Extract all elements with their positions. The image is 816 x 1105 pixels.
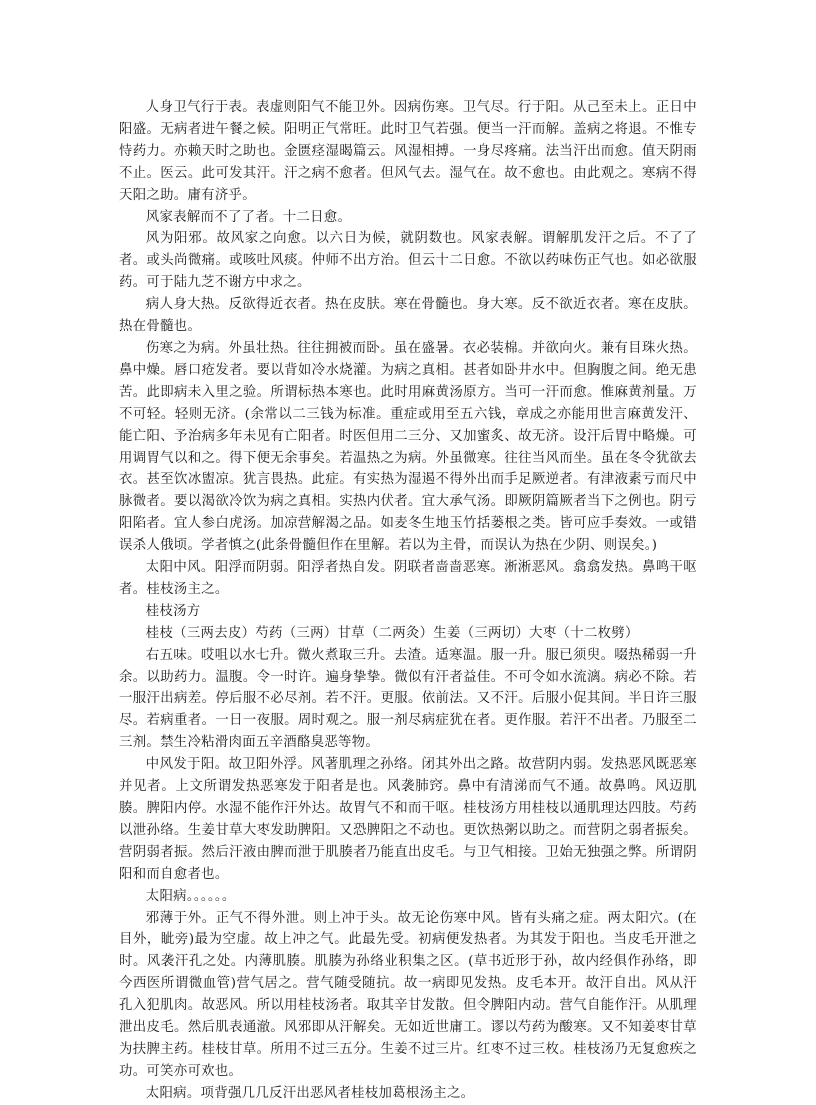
paragraph-feng-jia-rule: 风家表解而不了了者。十二日愈。 <box>145 209 352 225</box>
formula-ingredients: 桂枝（三两去皮）芍药（三两）甘草（二两灸）生姜（三两切）大枣（十二枚劈） <box>145 625 639 641</box>
formula-instructions: 右五味。哎咀以水七升。微火煮取三升。去渣。适寒温。服一升。服已须臾。啜热稀弱一升余。以助药力。温腹。令一时许。遍身挚挚。微似有汗者益佳。不可令如水流漓。病必不除。若一服汗出病差。停后服不必尽剂。若不汗。更服。依前法。又不汗。后服小促其间。半日许三服尽。若病重者。一日一夜服。周时观之。服一剂尽病症犹在者。更作服。若汗不出者。乃服至二三剂。禁生冷粘滑肉面五辛酒酪臭恶等物。 <box>119 647 697 751</box>
paragraph-wei-qi: 人身卫气行于表。表虚则阳气不能卫外。因病伤寒。卫气尽。行于阳。从己至未上。正日中阳盛。无病者进午餐之候。阳明正气常旺。此时卫气若强。便当一汗而解。盖病之将退。不惟专恃药力。亦赖天时之助也。金匮痉湿暍篇云。风湿相搏。一身尽疼痛。法当汗出而愈。值天阴雨不止。医云。此可发其汗。汗之病不愈者。但风气去。湿气在。故不愈也。由此观之。寒病不得天阳之助。庸有济乎。 <box>119 100 697 203</box>
document-page <box>119 97 697 1105</box>
formula-title: 桂枝汤方 <box>145 603 201 619</box>
paragraph-xie-bo-commentary: 邪薄于外。正气不得外泄。则上冲于头。故无论伤寒中风。皆有头痛之症。两太阳穴。(在目外，眦旁)最为空虚。故上冲之气。此最先受。初病便发热者。为其发于阳也。当皮毛开泄之时。风袭汗孔之处。内薄肌腠。肌腠为孙络业积集之区。(草书近形于孙，故内经俱作孙络，即今西医所谓微血管)营气居之。营气随受随抗。故一病即见发热。皮毛本开。故汗自出。风从汗孔入犯肌肉。故恶风。所以用桂枝汤者。取其辛甘发散。但令脾阳内动。营气自能作汗。从肌理泄出皮毛。然后肌表通澈。风邪即从汗解矣。无如近世庸工。谬以芍药为酸寒。又不知姜枣甘草为扶脾主药。桂枝甘草。所用不过三五分。生姜不过三片。红枣不过三枚。桂枝汤乃无复愈疾之功。可笑亦可欢也。 <box>119 910 697 1079</box>
paragraph-shang-han-commentary: 伤寒之为病。外虽壮热。往往拥被而卧。虽在盛暑。衣必装棉。并欲向火。兼有目珠火热。鼻中燥。唇口疮发者。要以背如冷水烧灌。为病之真相。甚者如卧井水中。但胸腹之间。绝无患苦。此即病未入里之验。所谓标热本寒也。此时用麻黄汤原方。当可一汗而愈。惟麻黄剂量。万不可轻。轻则无济。(余常以二三钱为标准。重症或用至五六钱，章成之亦能用世言麻黄发汗、能亡阳、予治病多年未见有亡阳者。时医但用二三分、又加蜜炙、故无济。设汗后胃中略燥。可用调胃气以和之。得下便无余事矣。若温热之为病。外虽微寒。往往当风而坐。虽在冬令犹欲去衣。甚至饮冰盥凉。犹言畏热。此症。有实热为湿遏不得外出而手足厥逆者。有津液素亏而尺中脉微者。要以渴欲冷饮为病之真相。实热内伏者。宜大承气汤。即厥阴篇厥者当下之例也。阴亏阳陷者。宜人参白虎汤。加凉营解渴之品。如麦冬生地玉竹括蒌根之类。皆可应手奏效。一或错误杀人俄顷。学者慎之(此条骨髓但作在里解。若以为主骨，而误认为热在少阴、则误矣。) <box>119 340 697 554</box>
paragraph-tai-yang-bing: 太阳病。。。。。。 <box>145 888 236 904</box>
paragraph-tai-yang-zhong-feng: 太阳中风。阳浮而阴弱。阳浮者热自发。阴联者啬啬恶寒。淅淅恶风。翕翕发热。鼻鸣干呕者。桂枝汤主之。 <box>119 560 697 597</box>
paragraph-body-heat-rule: 病人身大热。反欲得近衣者。热在皮肤。寒在骨髓也。身大寒。反不欲近衣者。寒在皮肤。热在骨髓也。 <box>119 297 697 335</box>
paragraph-zhong-feng-commentary: 中风发于阳。故卫阳外浮。风著肌理之孙络。闭其外出之路。故营阴内弱。发热恶风既恶寒并见者。上文所谓发热恶寒发于阳者是也。风袭肺窍。鼻中有清涕而气不通。故鼻鸣。风迈肌腠。脾阳内停。水湿不能作汗外达。故胃气不和而干呕。桂枝汤方用桂枝以通肌理达四肢。芍药以泄孙络。生姜甘草大枣发助脾阳。又恐脾阳之不动也。更饮热粥以助之。而营阴之弱者振矣。营阴弱者振。然后汗液由脾而泄于肌腠者乃能直出皮毛。与卫气相接。卫始无独强之弊。所谓阴阳和而自愈者也。 <box>119 757 697 882</box>
paragraph-feng-jia-commentary: 风为阳邪。故风家之向愈。以六日为候，就阴数也。风家表解。谓解肌发汗之后。不了了者。或头尚微痛。或咳吐风痰。仲师不出方治。但云十二日愈。不欲以药味伤正气也。如必欲服药。可于陆九芝不谢方中求之。 <box>119 231 697 291</box>
paragraph-ge-gen-rule: 太阳病。项背强几几反汗出恶风者桂枝加葛根汤主之。 <box>145 1085 475 1101</box>
